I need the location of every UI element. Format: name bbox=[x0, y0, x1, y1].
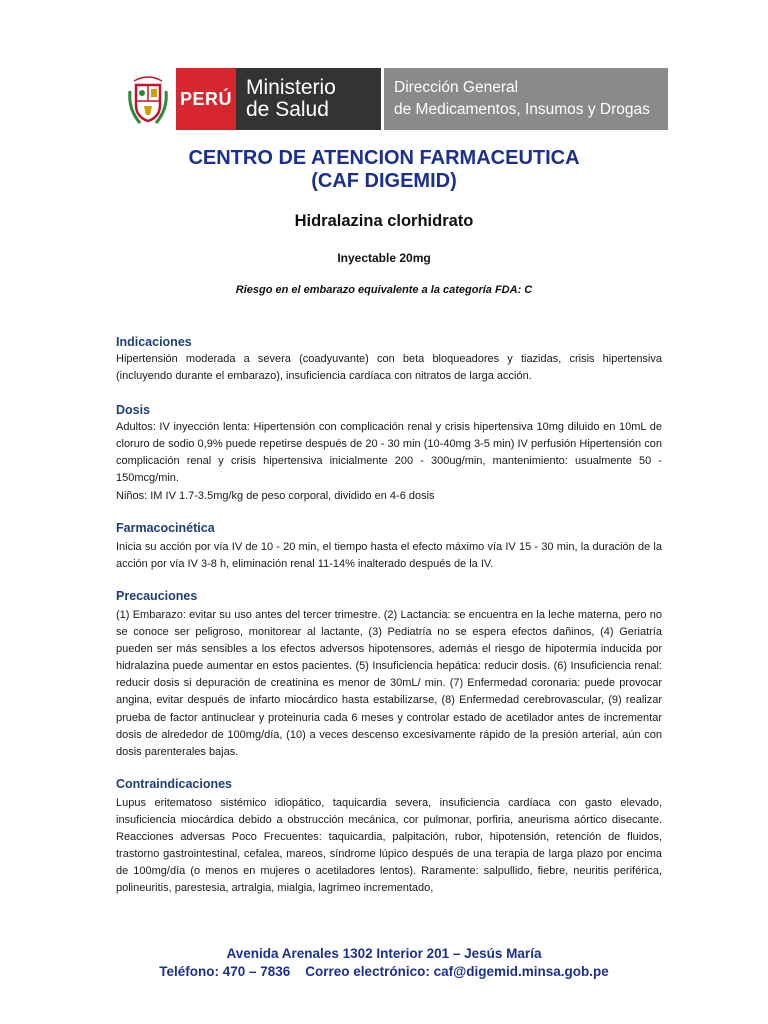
directorate-line-2: de Medicamentos, Insumos y Drogas bbox=[394, 101, 650, 118]
title-line-2: (CAF DIGEMID) bbox=[311, 170, 457, 192]
contraindicaciones-text: Lupus eritematoso sistémico idiopático, taquicardia severa, insuficiencia cardíaca con gasto elevado, insuficiencia miocárdica debido a obstrucción mecánica, cor pulmonar, porfiria, aneurisma aórtico disecante. Reacciones adversas Poco Frecuentes: taquicardia, palpitación, rubor, hipotensión, retención de fluidos, trastorno gastrointestinal, cefalea, mareos, síndrome lúpico después de una terapia de larga plazo por encima de 100mg/día (o menos en mujeres o acetiladores lentos). Raramente: salpullido, fiebre, neuritis periférica, polineuritis, parestesia, artralgia, mialgia, lagrimeo incrementado, bbox=[116, 797, 662, 895]
ministry-name bbox=[236, 68, 381, 130]
contraindicaciones-heading: Contraindicaciones bbox=[116, 777, 232, 791]
drug-name: Hidralazina clorhidrato bbox=[294, 212, 474, 230]
footer-contact bbox=[0, 945, 768, 981]
dosis-text: Adultos: IV inyección lenta: Hipertensión con complicación renal y crisis hipertensiva 10mg diluido en 10mL de cloruro de sodio 0,9% puede repetirse después de 20 - 30 min (10-40mg 3-5 min) IV perfusión Hipertensión con complicación renal y crisis hipertensiva inicialmente 200 - 300ug/min, mantenimiento: usualmente 50 - 150mcg/min. bbox=[116, 421, 662, 485]
footer-phone-email: Teléfono: 470 – 7836 Correo electrónico: caf@digemid.minsa.gob.pe bbox=[159, 964, 609, 979]
title-line-1: CENTRO DE ATENCION FARMACEUTICA bbox=[188, 147, 580, 169]
pregnancy-risk: Riesgo en el embarazo equivalente a la categoría FDA: C bbox=[235, 284, 533, 296]
footer-address: Avenida Arenales 1302 Interior 201 – Jesús María bbox=[226, 946, 542, 961]
precauciones-text: (1) Embarazo: evitar su uso antes del tercer trimestre. (2) Lactancia: se encuentra en la leche materna, pero no se conoce ser peligroso, monitorear al lactante, (3) Pediatría no se espera efectos dañinos, (4) Geriatría pueden ser más sensibles a los efectos adversos hipotensores, además el riesgo de hipotermia inducida por hidralazina puede aumentar en estos pacientes. (5) Insuficiencia hepática: reducir dosis. (6) Insuficiencia renal: reducir dosis si depuración de creatinina es menor de 30mL/ min. (7) Enfermedad coronaria: puede provocar angina, evitar después de infarto miocárdico hasta estabilizarse, (8) Enfermedad cerebrovascular, (9) realizar prueba de factor antinuclear y proteinuria cada 6 meses y controlar estado de acetilador antes de incrementar dosis de alrededor de 100mg/día, (10) a veces descenso excesivamente rápido de la presión arterial, aún con dosis parenterales bajas. bbox=[116, 609, 662, 758]
directorate-line-1: Dirección General bbox=[394, 79, 519, 96]
header-logo-bar bbox=[120, 68, 668, 130]
peru-label: PERÚ bbox=[176, 68, 236, 130]
presentation: Inyectable 20mg bbox=[337, 251, 431, 265]
page-title bbox=[0, 147, 768, 193]
directorate-name bbox=[381, 68, 668, 130]
dosis-text-children: Niños: IM IV 1.7-3.5mg/kg de peso corporal, dividido en 4-6 dosis bbox=[116, 490, 435, 502]
ministry-line-1: Ministerio bbox=[246, 76, 336, 99]
indicaciones-heading: Indicaciones bbox=[116, 335, 192, 349]
precauciones-heading: Precauciones bbox=[116, 589, 198, 603]
indicaciones-text: Hipertensión moderada a severa (coadyuvante) con beta bloqueadores y tiazidas, crisis hipertensiva (incluyendo durante el embarazo), insuficiencia cardíaca con nitratos de larga acción. bbox=[116, 353, 662, 383]
farmacocinetica-heading: Farmacocinética bbox=[116, 521, 215, 535]
coat-of-arms-icon bbox=[120, 68, 176, 130]
dosis-heading: Dosis bbox=[116, 403, 151, 417]
ministry-line-2: de Salud bbox=[246, 98, 329, 121]
farmacocinetica-text: Inicia su acción por vía IV de 10 - 20 min, el tiempo hasta el efecto máximo vía IV 15 - 30 min, la duración de la acción por vía IV 3-8 h, eliminación renal 11-14% inalterado después de la IV. bbox=[116, 541, 662, 571]
